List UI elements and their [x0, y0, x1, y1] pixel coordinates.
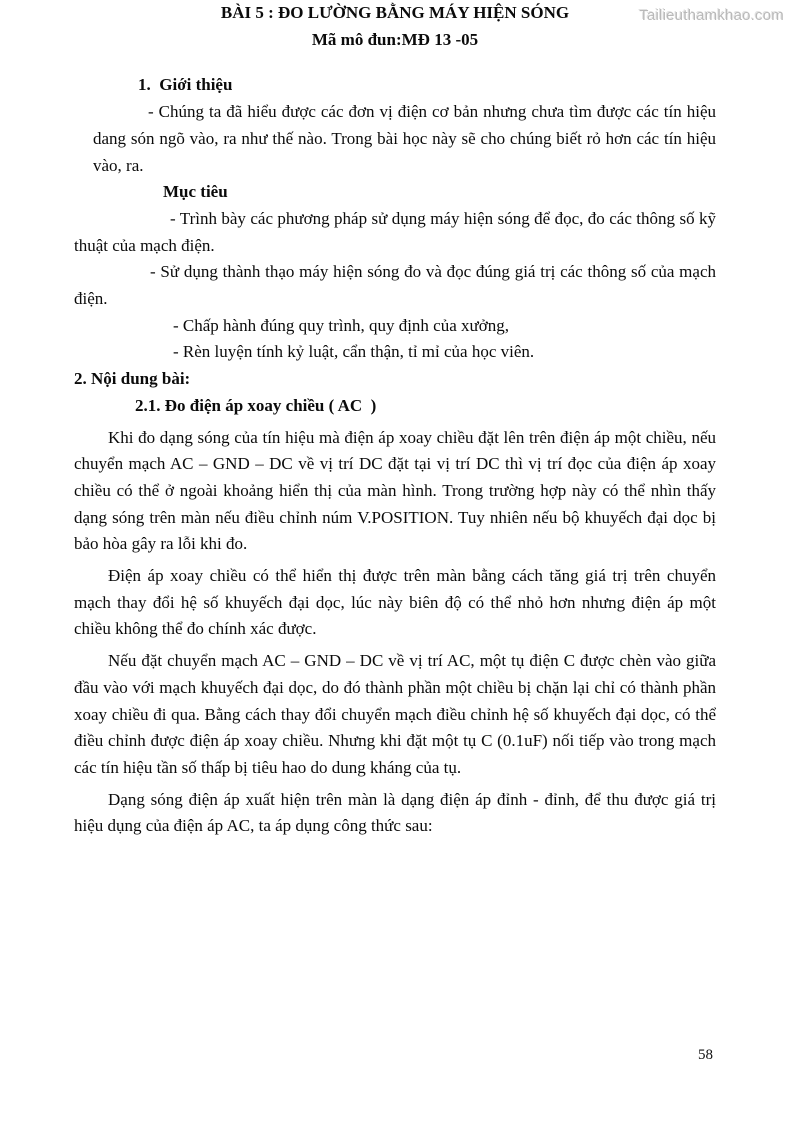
document-content — [74, 0, 716, 840]
section-1-heading: 1. Giới thiệu — [138, 75, 233, 95]
section-2-heading: 2. Nội dung bài: — [74, 369, 191, 389]
watermark-text: Tailieuthamkhao.com — [639, 7, 784, 24]
content-paragraph: Khi đo dạng sóng của tín hiệu mà điện áp xoay chiều đặt lên trên điện áp một chiều, nếu chuyển mạch AC – GND – DC về vị trí DC đặt tại vị trí DC thì vị trí đọc của điện áp xoay chiều có thể ở ngoài khoảng hiển thị của màn hình. Trong trường hợp này có thể nhìn thấy dạng sóng trên màn nếu điều chỉnh núm V.POSITION. Tuy nhiên nếu bộ khuyếch đại dọc bị bảo hòa gây ra lỗi khi đo. — [74, 427, 716, 554]
objective-item: - Chấp hành đúng quy trình, quy định của xưởng, — [173, 315, 509, 335]
objective-item: - Rèn luyện tính kỷ luật, cẩn thận, tỉ mỉ của học viên. — [173, 342, 535, 362]
module-code: Mã mô đun:MĐ 13 -05 — [311, 29, 479, 49]
content-paragraph: Điện áp xoay chiều có thể hiển thị được trên màn bằng cách tăng giá trị trên chuyển mạch thay đổi hệ số khuyếch đại dọc, lúc này biên độ có thể nhỏ hơn nhưng điện áp một chiều không thể đo chính xác được. — [74, 566, 716, 639]
subsection-2-1-heading: 2.1. Đo điện áp xoay chiều ( AC ) — [135, 395, 377, 415]
page-number: 58 — [698, 1047, 713, 1063]
intro-paragraph: - Chúng ta đã hiểu được các đơn vị điện cơ bản nhưng chưa tìm được các tín hiệu dang són ngõ vào, ra như thế nào. Trong bài học này sẽ cho chúng biết rỏ hơn các tín hiệu vào, ra. — [93, 102, 716, 175]
document-title: BÀI 5 : ĐO LƯỜNG BẰNG MÁY HIỆN SÓNG — [220, 3, 570, 22]
content-paragraph: Dạng sóng điện áp xuất hiện trên màn là dạng điện áp đỉnh - đỉnh, để thu được giá trị hiệu dụng của điện áp AC, ta áp dụng công thức sau: — [74, 789, 716, 836]
objective-item: - Trình bày các phương pháp sử dụng máy hiện sóng để đọc, đo các thông số kỹ thuật của mạch điện. — [74, 208, 716, 255]
objectives-heading: Mục tiêu — [163, 182, 228, 202]
objective-item: - Sử dụng thành thạo máy hiện sóng đo và đọc đúng giá trị các thông số của mạch điện. — [74, 262, 716, 309]
content-paragraph: Nếu đặt chuyển mạch AC – GND – DC về vị trí AC, một tụ điện C được chèn vào giữa đầu vào với mạch khuyếch đại dọc, do đó thành phần một chiều bị chặn lại chỉ có thành phần xoay chiều đi qua. Bằng cách thay đổi chuyển mạch điều chỉnh hệ số khuyếch đại dọc, có thể điều chỉnh được điện áp xoay chiều. Nhưng khi đặt một tụ C (0.1uF) nối tiếp vào trong mạch các tín hiệu tần số thấp bị tiêu hao do dung kháng của tụ. — [74, 651, 716, 777]
